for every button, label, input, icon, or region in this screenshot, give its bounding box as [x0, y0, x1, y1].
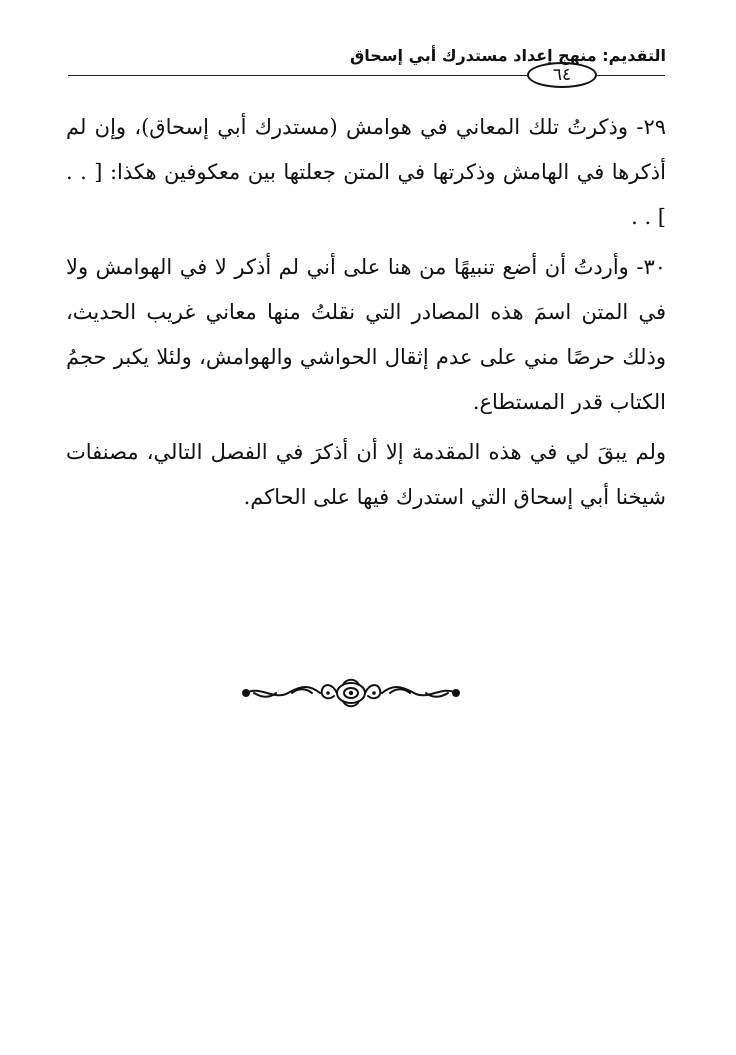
running-title: التقديم: منهج إعداد مستدرك أبي إسحاق — [349, 46, 666, 65]
header-rule-right — [597, 75, 665, 76]
paragraph-closing: ولم يبقَ لي في هذه المقدمة إلا أن أذكرَ في الفصل التالي، مصنفات شيخنا أبي إسحاق التي استدرك فيها على الحاكم. — [66, 440, 666, 509]
page-number: ٦٤ — [527, 62, 597, 88]
body-text — [66, 105, 666, 520]
header-rule-left — [68, 75, 527, 76]
paragraph-29: ٢٩- وذكرتُ تلك المعاني في هوامش (مستدرك أبي إسحاق)، وإن لم أذكرها في الهامش وذكرتها في المتن جعلتها بين معكوفين هكذا: [ . . ] . . — [66, 115, 666, 229]
floral-divider-icon — [240, 676, 462, 714]
paragraph-30: ٣٠- وأردتُ أن أضع تنبيهًا من هنا على أني لم أذكر لا في الهوامش ولا في المتن اسمَ هذه المصادر التي نقلتُ منها معاني غريب الحديث، وذلك حرصًا مني على عدم إثقال الحواشي والهوامش، ولئلا يكبر حجمُ الكتاب قدر المستطاع. — [66, 255, 666, 414]
